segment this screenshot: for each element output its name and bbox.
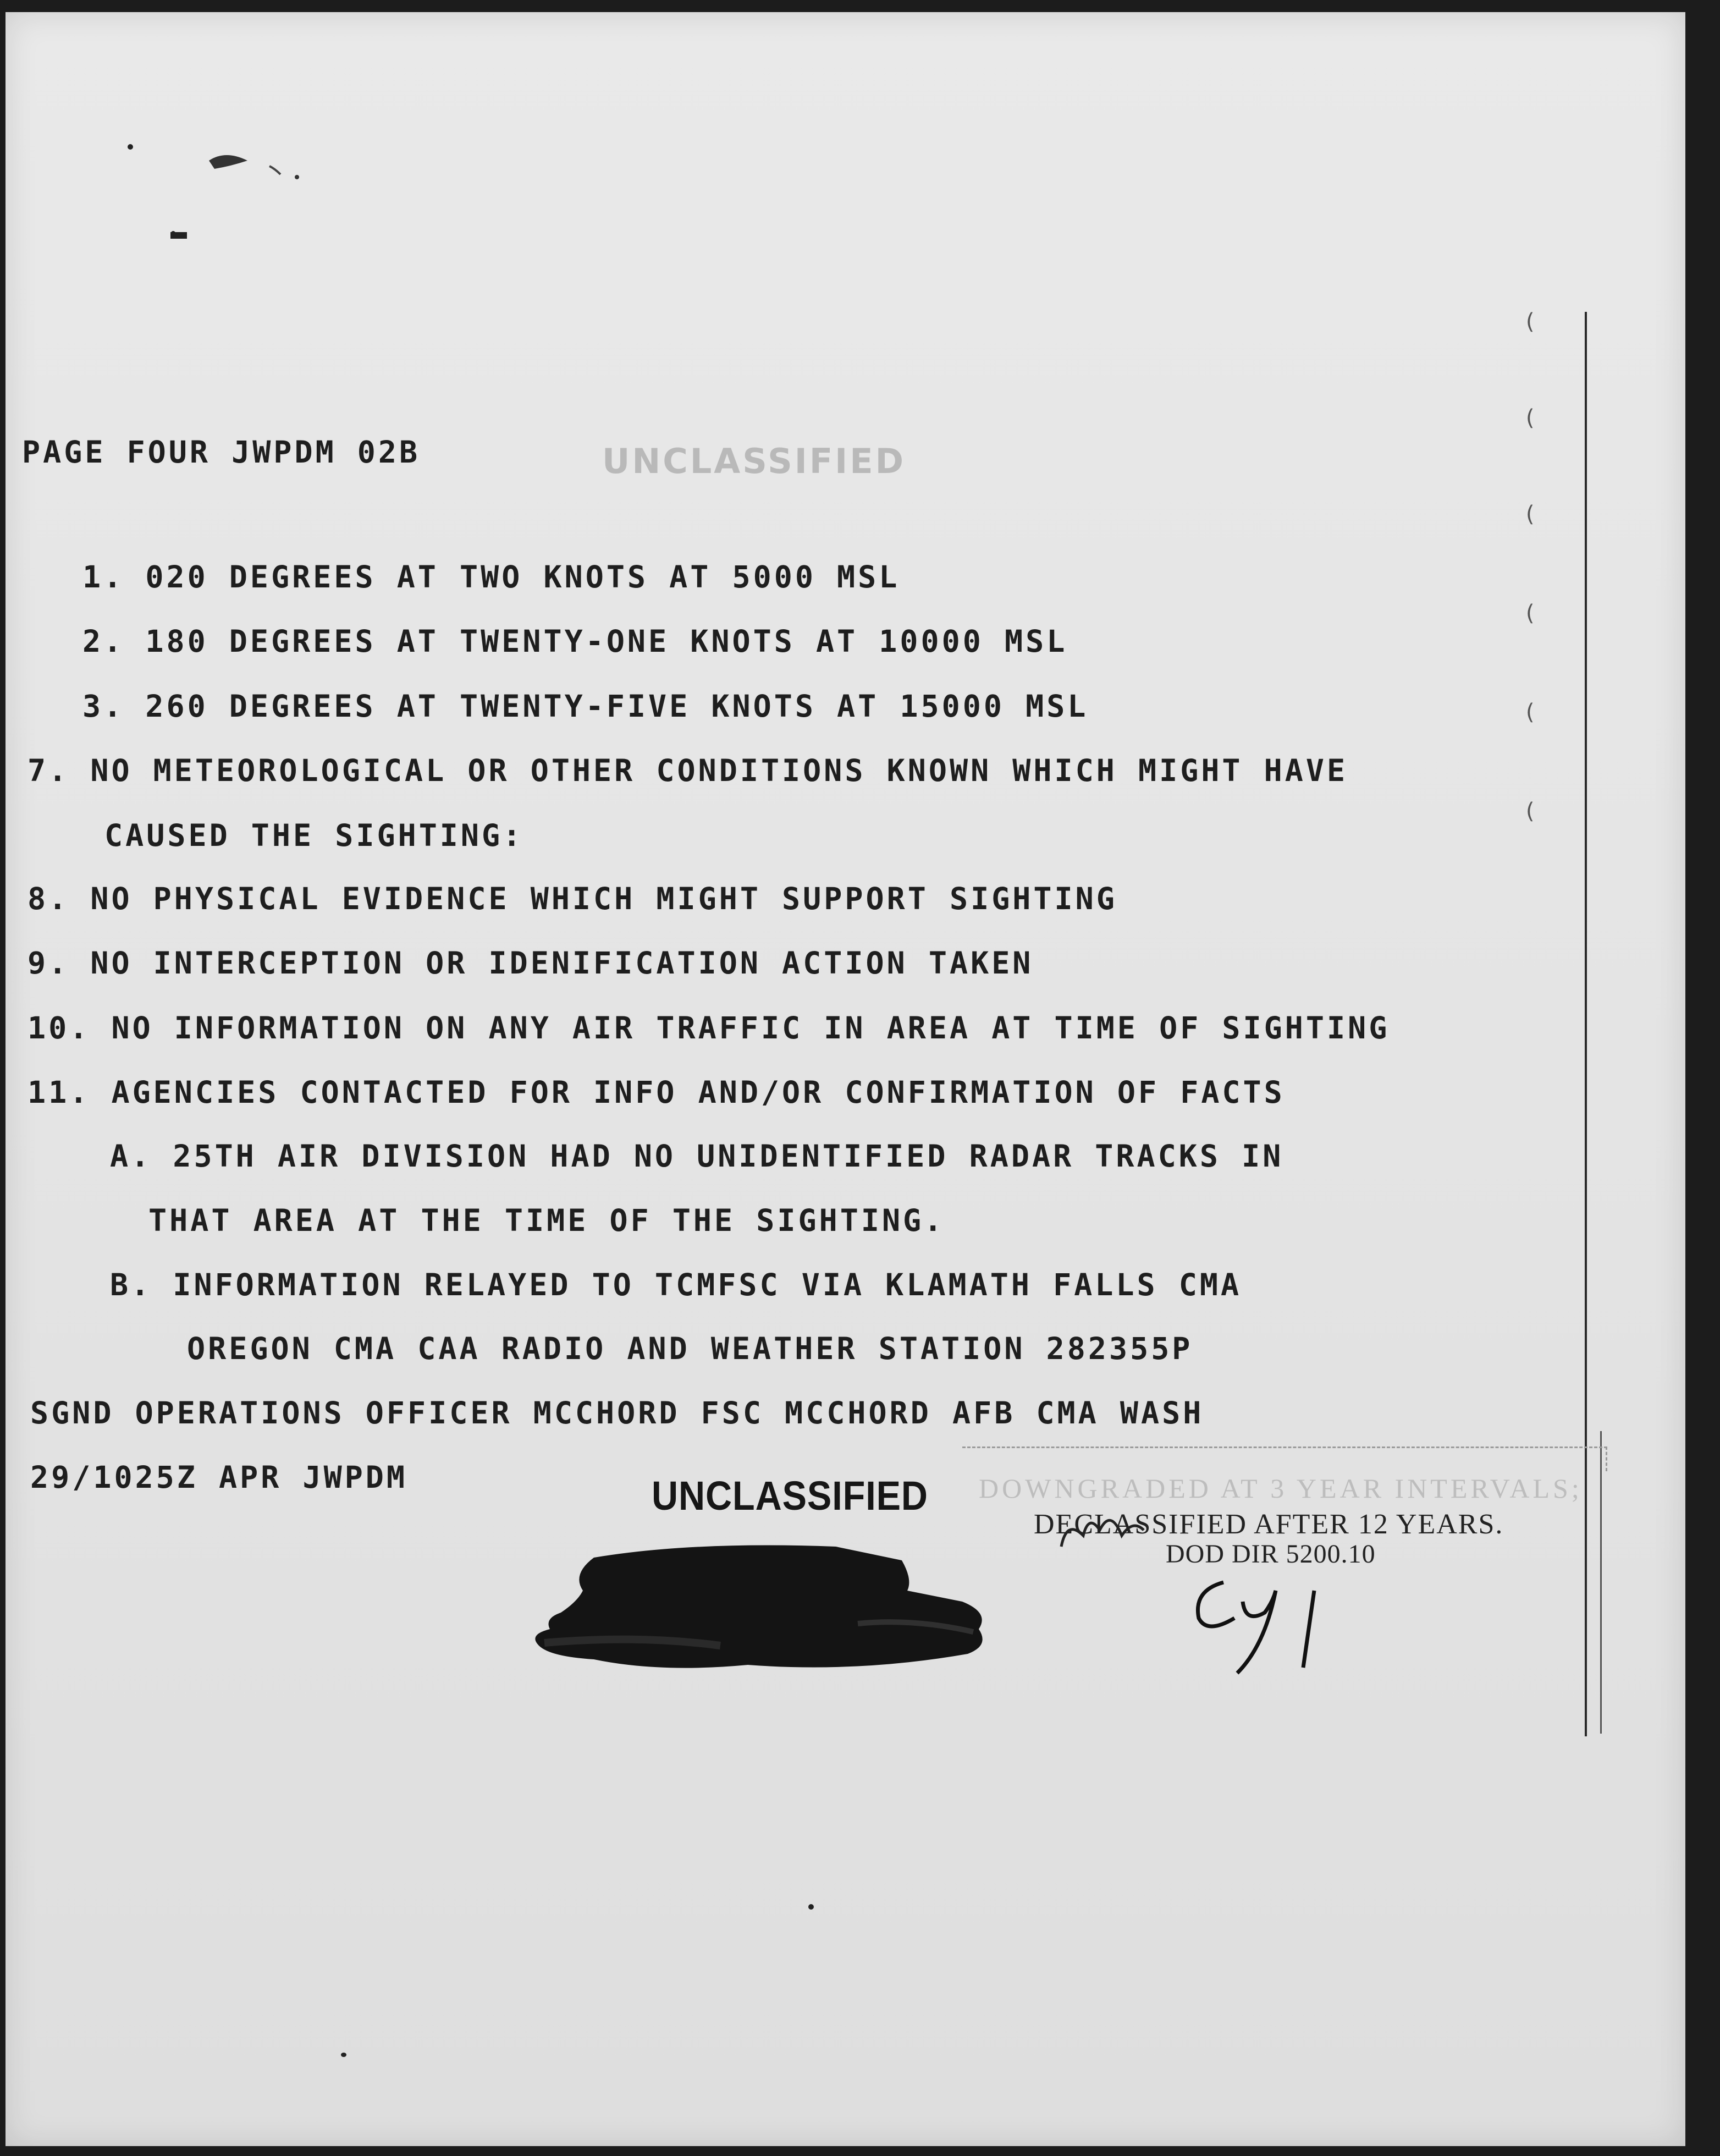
speck bbox=[341, 2053, 346, 2057]
document-page bbox=[5, 12, 1685, 2146]
wind-line-2: 2. 180 DEGREES AT TWENTY-ONE KNOTS AT 10000 MSL bbox=[82, 624, 1068, 659]
handwritten-scrawl bbox=[1050, 1497, 1215, 1563]
margin-mark: ( bbox=[1523, 502, 1537, 527]
margin-mark: ( bbox=[1523, 309, 1537, 334]
page-header-line: PAGE FOUR JWPDM 02B bbox=[22, 435, 421, 470]
declassification-box-border bbox=[962, 1447, 1607, 1471]
faint-unclassified-stamp: UNCLASSIFIED bbox=[602, 441, 906, 481]
signature-line: SGND OPERATIONS OFFICER MCCHORD FSC MCCHORD AFB CMA WASH bbox=[30, 1395, 1204, 1431]
dod-directive-text: DOD DIR 5200.10 bbox=[1166, 1539, 1376, 1569]
speck bbox=[808, 1904, 814, 1910]
item-11a-line-1: A. 25TH AIR DIVISION HAD NO UNIDENTIFIED RADAR TRACKS IN bbox=[110, 1138, 1284, 1174]
ink-smudge-top bbox=[187, 144, 330, 210]
declassified-text: DECLASSIFIED AFTER 12 YEARS. bbox=[1034, 1509, 1504, 1540]
item-7-line-1: 7. NO METEOROLOGICAL OR OTHER CONDITIONS KNOWN WHICH MIGHT HAVE bbox=[27, 753, 1348, 788]
margin-mark: ( bbox=[1523, 405, 1537, 431]
item-10-line: 10. NO INFORMATION ON ANY AIR TRAFFIC IN AREA AT TIME OF SIGHTING bbox=[27, 1010, 1390, 1046]
item-11-line: 11. AGENCIES CONTACTED FOR INFO AND/OR CONFIRMATION OF FACTS bbox=[27, 1075, 1285, 1110]
margin-mark: ( bbox=[1523, 700, 1537, 725]
unclassified-stamp: UNCLASSIFIED bbox=[652, 1473, 928, 1519]
handwritten-cy-1 bbox=[1182, 1569, 1402, 1695]
margin-mark: ( bbox=[1523, 601, 1537, 626]
speck bbox=[128, 144, 133, 150]
right-edge-line bbox=[1585, 312, 1587, 1736]
item-11b-line-2: OREGON CMA CAA RADIO AND WEATHER STATION 282355P bbox=[187, 1331, 1193, 1366]
item-11b-line-1: B. INFORMATION RELAYED TO TCMFSC VIA KLAMATH FALLS CMA bbox=[110, 1267, 1242, 1302]
dtg-line: 29/1025Z APR JWPDM bbox=[30, 1460, 408, 1495]
redaction-blot bbox=[528, 1536, 1001, 1684]
wind-line-3: 3. 260 DEGREES AT TWENTY-FIVE KNOTS AT 15000 MSL bbox=[82, 689, 1089, 724]
item-11a-line-2: THAT AREA AT THE TIME OF THE SIGHTING. bbox=[148, 1203, 945, 1238]
margin-mark: ( bbox=[1523, 799, 1537, 824]
wind-line-1: 1. 020 DEGREES AT TWO KNOTS AT 5000 MSL bbox=[82, 559, 900, 595]
far-right-edge-line bbox=[1600, 1431, 1602, 1734]
item-9-line: 9. NO INTERCEPTION OR IDENIFICATION ACTION TAKEN bbox=[27, 945, 1034, 981]
item-8-line: 8. NO PHYSICAL EVIDENCE WHICH MIGHT SUPPORT SIGHTING bbox=[27, 881, 1117, 916]
downgraded-text: DOWNGRADED AT 3 YEAR INTERVALS; bbox=[979, 1473, 1583, 1504]
item-7-line-2: CAUSED THE SIGHTING: bbox=[104, 818, 524, 853]
